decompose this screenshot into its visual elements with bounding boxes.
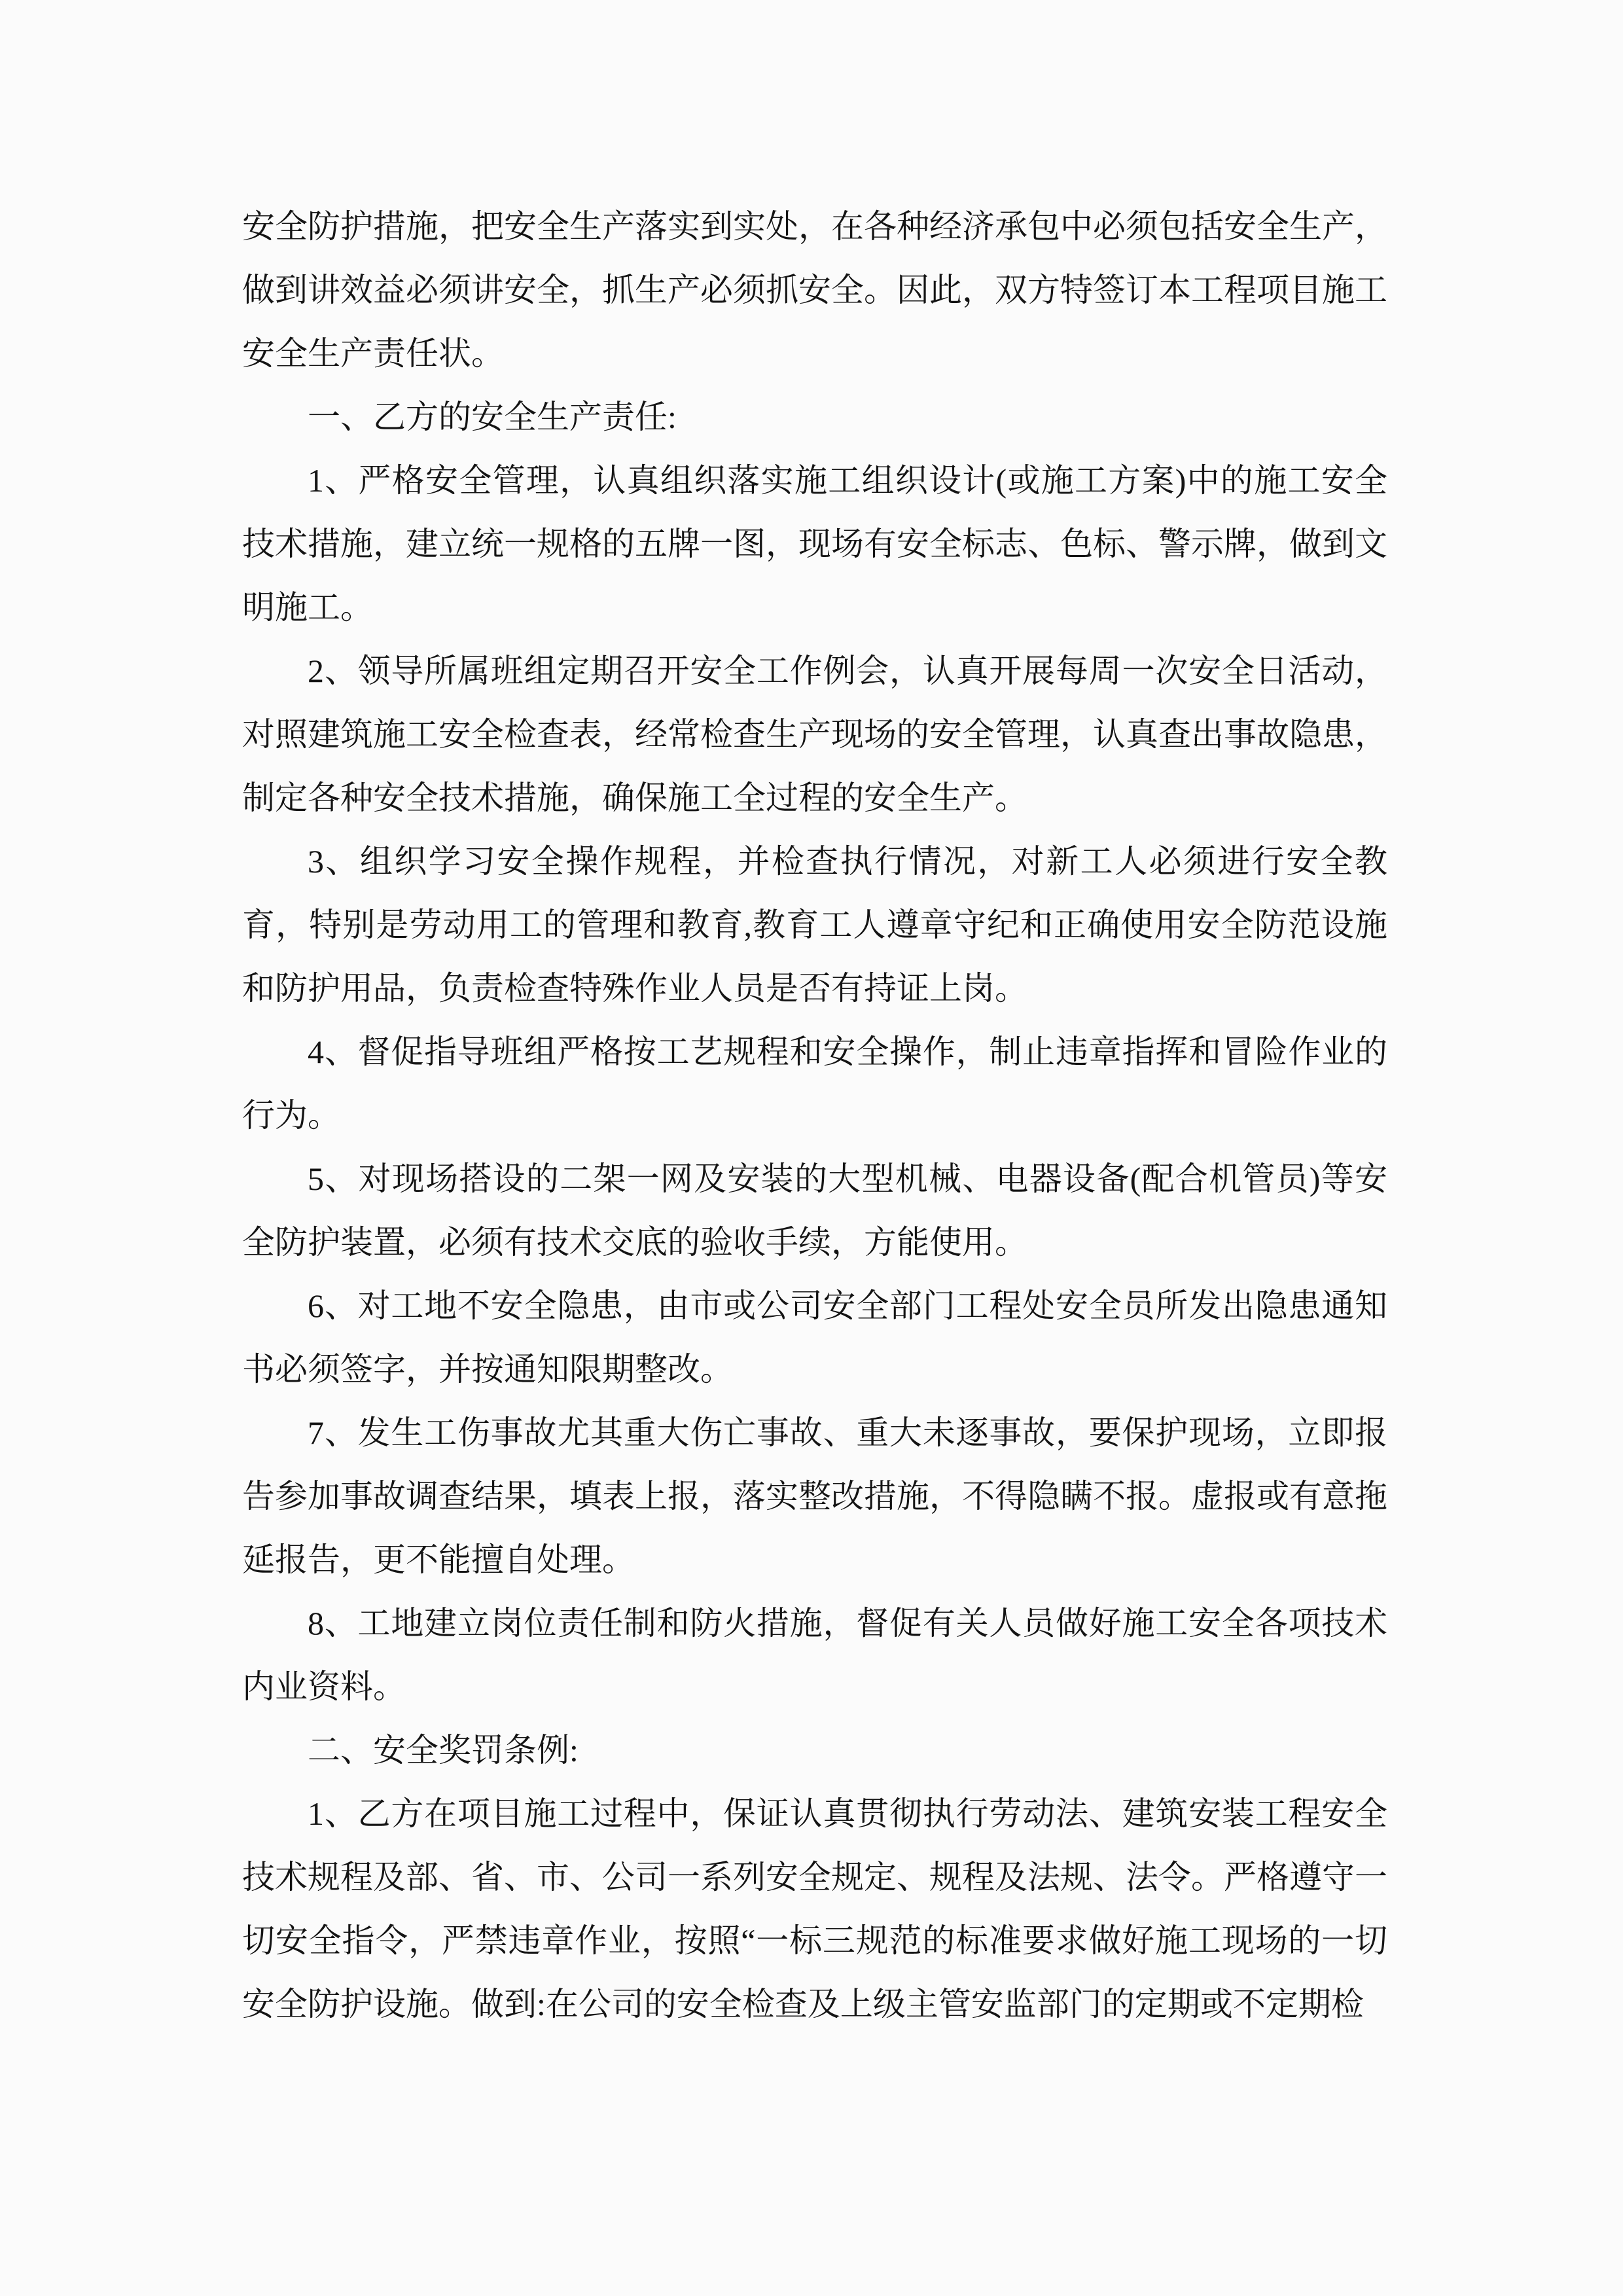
item-1-4: 4、督促指导班组严格按工艺规程和安全操作，制止违章指挥和冒险作业的行为。 <box>242 1033 1387 1134</box>
paragraph-continuation: 安全防护措施，把安全生产落实到实处，在各种经济承包中必须包括安全生产，做到讲效益必须讲安全，抓生产必须抓安全。因此，双方特签订本工程项目施工安全生产责任状。 <box>242 208 1387 372</box>
item-1-3: 3、组织学习安全操作规程，并检查执行情况，对新工人必须进行安全教育，特别是劳动用工的管理和教育,教育工人遵章守纪和正确使用安全防范设施和防护用品，负责检查特殊作业人员是否有持证上岗。 <box>242 843 1387 1007</box>
item-1-6: 6、对工地不安全隐患，由市或公司安全部门工程处安全员所发出隐患通知书必须签字，并按通知限期整改。 <box>242 1287 1387 1388</box>
item-2-1: 1、乙方在项目施工过程中，保证认真贯彻执行劳动法、建筑安装工程安全技术规程及部、省、市、公司一系列安全规定、规程及法规、法令。严格遵守一切安全指令，严禁违章作业，按照“一标三规范的标准要求做好施工现场的一切安全防护设施。做到:在公司的安全检查及上级主管安监部门的定期或不定期检 <box>242 1795 1387 2022</box>
section-heading-1: 一、乙方的安全生产责任: <box>308 399 677 435</box>
section-heading-2: 二、安全奖罚条例: <box>308 1732 579 1768</box>
item-1-8: 8、工地建立岗位责任制和防火措施，督促有关人员做好施工安全各项技术内业资料。 <box>242 1605 1387 1705</box>
item-1-1: 1、严格安全管理，认真组织落实施工组织设计(或施工方案)中的施工安全技术措施，建立统一规格的五牌一图，现场有安全标志、色标、警示牌，做到文明施工。 <box>242 462 1387 626</box>
document-text-block <box>242 195 1387 2036</box>
item-1-7: 7、发生工伤事故尤其重大伤亡事故、重大未逐事故，要保护现场，立即报告参加事故调查结果，填表上报，落实整改措施，不得隐瞒不报。虚报或有意拖延报告，更不能擅自处理。 <box>242 1414 1387 1578</box>
item-1-5: 5、对现场搭设的二架一网及安装的大型机械、电器设备(配合机管员)等安全防护装置，必须有技术交底的验收手续，方能使用。 <box>242 1160 1387 1261</box>
item-1-2: 2、领导所属班组定期召开安全工作例会，认真开展每周一次安全日活动，对照建筑施工安全检查表，经常检查生产现场的安全管理，认真查出事故隐患，制定各种安全技术措施，确保施工全过程的安全生产。 <box>242 653 1387 816</box>
